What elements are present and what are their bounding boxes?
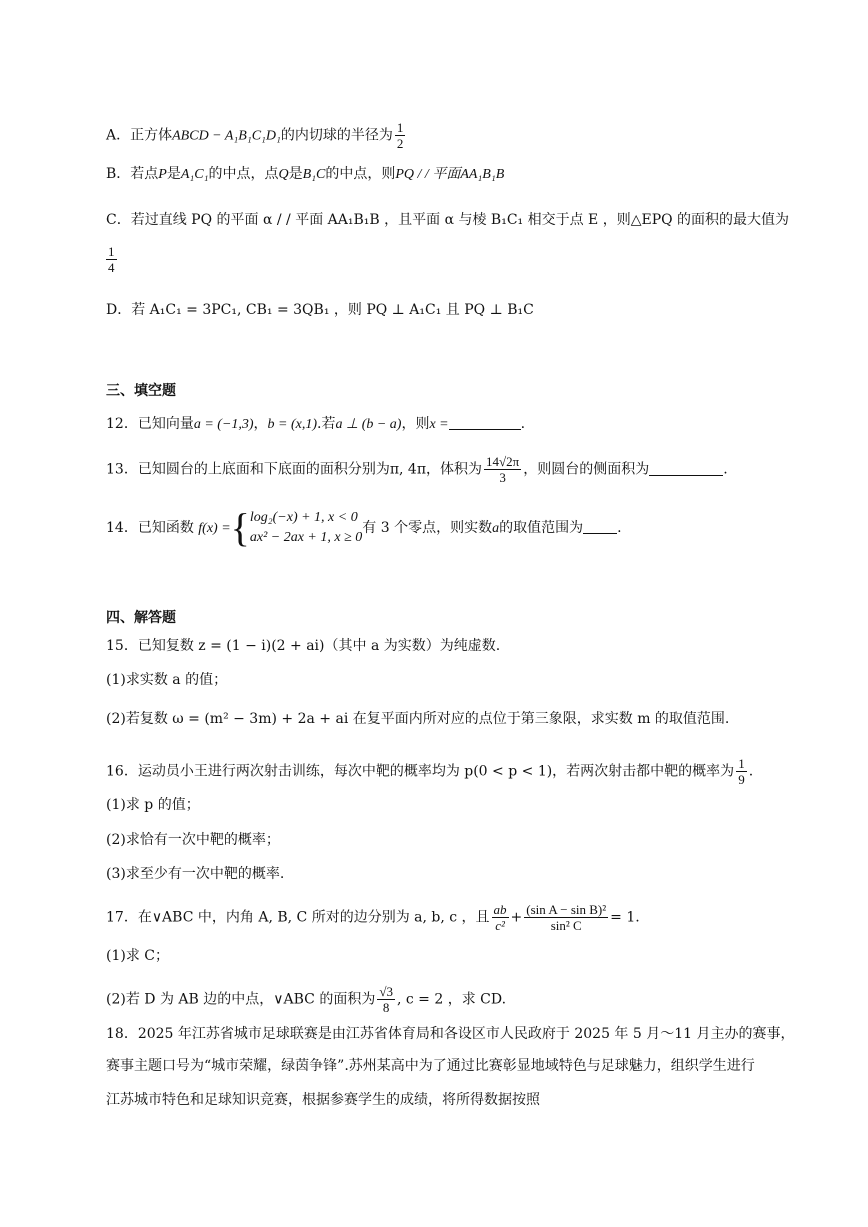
question-12: 12．已知向量a = (−1,3)，b = (x,1).若a ⊥ (b − a)，则x = . <box>106 416 526 432</box>
question-15-stem: 15．已知复数 z = (1 − i)(2 + ai)（其中 a 为实数）为纯虚数. <box>106 638 501 654</box>
question-17-part-1: (1)求 C； <box>106 948 169 964</box>
question-16-stem: 16．运动员小王进行两次射击训练，每次中靶的概率均为 p(0 < p < 1)，若两次射击都中靶的概率为 $\frac{1}{9}$ . <box>106 756 754 787</box>
option-b: B．若点P是A₁C₁的中点，点Q是B₁C的中点，则PQ / / 平面AA₁B₁B <box>106 166 505 182</box>
answer-blank[interactable] <box>649 461 723 476</box>
answer-blank[interactable] <box>449 415 521 430</box>
fraction-sine-expression: $\frac{\text{(sin A − sin B)²}}{\text{sin² C}}$ <box>526 902 607 933</box>
option-d: D．若 A₁C₁ = 3PC₁, CB₁ = 3QB₁ ，则 PQ ⊥ A₁C₁ 且 PQ ⊥ B₁C <box>106 302 534 318</box>
question-16-part-1: (1)求 p 的值； <box>106 797 200 813</box>
question-16-part-3: (3)求至少有一次中靶的概率. <box>106 866 285 882</box>
fraction-ab-over-c2: $\frac{ab}{\text{c²}}$ <box>493 902 507 933</box>
piecewise-cases: log₂(−x) + 1, x < 0 ax² − 2ax + 1, x ≥ 0 <box>249 510 363 545</box>
question-17-part-2: (2)若 D 为 AB 边的中点，∨ABC 的面积为 $\frac{√3}{8}$ , c = 2 ，求 CD. <box>106 984 507 1015</box>
question-15-part-2: (2)若复数 ω = (m² − 3m) + 2a + ai 在复平面内所对应的点位于第三象限，求实数 m 的取值范围. <box>106 711 730 727</box>
fraction-one-half: $\frac{1}{2}$ <box>396 120 404 151</box>
question-13: 13．已知圆台的上底面和下底面的面积分别为π, 4π，体积为 $\frac{14√2\pi}{3}$ ，则圆台的侧面积为 . <box>106 454 728 485</box>
question-17-stem: 17．在∨ABC 中，内角 A, B, C 所对的边分别为 a, b, c ，且 $\frac{ab}{\text{c²}}$ + $\frac{\text{(sin A − sin B)²}}{\text{sin² C}}$ = 1. <box>106 902 640 933</box>
volume-fraction: $\frac{14√2\pi}{3}$ <box>486 454 520 485</box>
question-15-part-1: (1)求实数 a 的值； <box>106 672 228 688</box>
section-solve: 四、解答题 <box>106 610 176 626</box>
question-18-line-2: 赛事主题口号为“城市荣耀，绿茵争锋”.苏州某高中为了通过比赛彰显地域特色与足球魅力，组织学生进行 <box>106 1058 755 1074</box>
question-18-line-1: 18．2025 年江苏省城市足球联赛是由江苏省体育局和各设区市人民政府于 2025 年 5 月～11 月主办的赛事， <box>106 1026 795 1042</box>
fraction-one-ninth: $\frac{1}{9}$ <box>738 756 745 787</box>
fraction-one-quarter: $\frac{1}{4}$ <box>108 244 115 275</box>
option-a: A．正方体ABCD − A₁B₁C₁D₁的内切球的半径为 $\frac{1}{2}$ <box>106 120 404 151</box>
option-c: C．若过直线 PQ 的平面 α / / 平面 AA₁B₁B ，且平面 α 与棱 B₁C₁ 相交于点 E ，则△EPQ 的面积的最大值为 <box>106 212 790 228</box>
option-c-fraction <box>106 244 117 275</box>
question-16-part-2: (2)求恰有一次中靶的概率； <box>106 832 280 848</box>
area-fraction: $\frac{√3}{8}$ <box>379 984 393 1015</box>
left-brace: { <box>230 505 250 550</box>
answer-blank[interactable] <box>583 519 617 534</box>
section-fill-in: 三、填空题 <box>106 383 176 399</box>
question-14: 14．已知函数 f(x) ={ log₂(−x) + 1, x < 0 ax² − 2ax + 1, x ≥ 0 有 3 个零点，则实数a的取值范围为 . <box>106 505 622 550</box>
question-18-line-3: 江苏城市特色和足球知识竞赛，根据参赛学生的成绩，将所得数据按照 <box>106 1092 540 1108</box>
